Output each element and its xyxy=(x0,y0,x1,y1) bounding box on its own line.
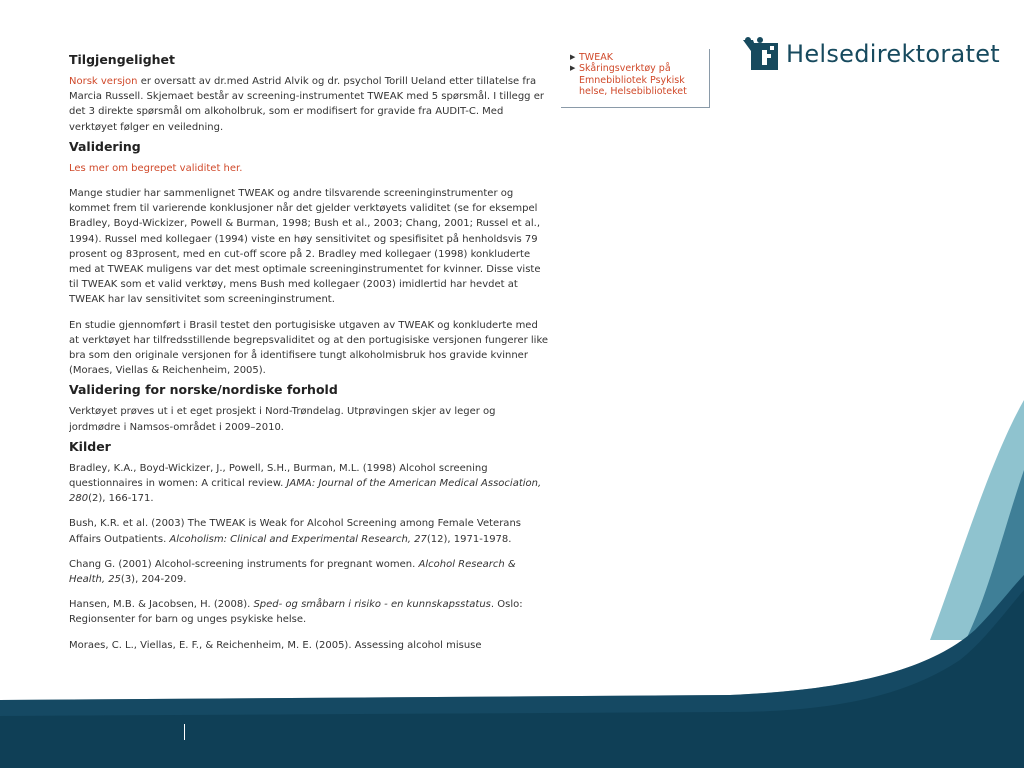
reference-text: Moraes, C. L., Viellas, E. F., & Reichenheim, M. E. (2005). Assessing alcohol misuse xyxy=(69,639,482,651)
logo-text: Helsedirektoratet xyxy=(786,40,1001,68)
reference-journal: Sped- og småbarn i risiko - en kunnskapsstatus xyxy=(253,599,491,611)
text-cursor xyxy=(184,724,185,740)
reference-text: Hansen, M.B. & Jacobsen, H. (2008). xyxy=(69,599,254,611)
paragraph-validitet-link xyxy=(69,161,549,176)
heading-kilder: Kilder xyxy=(69,438,111,454)
paragraph-tilgjengelighet xyxy=(69,74,549,135)
related-link-skaringsverktoy[interactable] xyxy=(570,63,709,97)
reference-journal: Alcoholism: Clinical and Experimental Research, 27 xyxy=(169,533,427,545)
heading-tilgjengelighet: Tilgjengelighet xyxy=(69,52,175,67)
heading-nordisk-validering: Validering for norske/nordiske forhold xyxy=(69,382,338,398)
reference-tail: . Oslo: Regionsenter for barn og unges psykiske helse. xyxy=(69,599,523,626)
related-link-label: TWEAK xyxy=(579,52,613,63)
link-validitet[interactable]: Les mer om begrepet validitet her. xyxy=(69,162,243,174)
reference-tail: (3), 204-209. xyxy=(120,574,187,586)
reference-item xyxy=(69,597,549,627)
reference-text: Bush, K.R. et al. (2003) The TWEAK is Weak for Alcohol Screening among Female Veterans Affairs Outpatients. xyxy=(69,518,521,545)
reference-tail: (2), 166-171. xyxy=(88,493,154,505)
reference-item xyxy=(69,557,549,587)
heading-validering: Validering xyxy=(69,138,141,154)
reference-item xyxy=(69,461,549,507)
reference-tail: (12), 1971-1978. xyxy=(426,533,512,545)
paragraph-validering-2: En studie gjennomført i Brasil testet den portugisiske utgaven av TWEAK og konkluderte med at verktøyet har tilfredsstillende begrepsvaliditet og at den portugisiske versjonen fungerer like bra som den originale versjonen for å identifisere tungt alkoholmisbruk hos gravide kvinner (Moraes, Viellas & Reichenheim, 2005). xyxy=(69,319,549,377)
related-link-label: Skåringsverktøy på Emnebibliotek Psykisk helse, Helsebiblioteket xyxy=(579,63,687,98)
reference-journal: Alcohol Research & Health, 25 xyxy=(69,558,516,586)
logo-icon xyxy=(742,37,780,71)
reference-journal: JAMA: Journal of the American Medical Association, 280 xyxy=(69,478,542,505)
paragraph-nordisk: Verktøyet prøves ut i et eget prosjekt i Nord-Trøndelag. Utprøvingen skjer av leger og jordmødre i Namsos-området i 2009–2010. xyxy=(69,406,496,433)
related-link-tweak[interactable] xyxy=(570,52,709,63)
article-content xyxy=(69,52,549,692)
helsedirektoratet-logo[interactable] xyxy=(742,36,1000,72)
reference-item xyxy=(69,516,549,546)
arrow-right-icon: ▶ xyxy=(570,64,576,73)
paragraph-validering-1: Mange studier har sammenlignet TWEAK og andre tilsvarende screeninginstrumenter og kommet frem til varierende konklusjoner når det gjelder verktøyets validitet (se for eksempel Bradley, Boyd-Wickizer, Powell & Burman, 1998; Bush et al., 2003; Chang, 2001; Russel et al., 1994). Russel med kollegaer (1994) viste en høy sensitivitet og spesifisitet på henholdsvis 79 prosent og 83prosent, med en cut-off score på 2. Bradley med kollegaer (1998) konkluderte med at TWEAK muligens var det mest optimale screeninginstrumentet for kvinner. Disse viste til TWEAK som et valid verktøy, mens Bush med kollegaer (2003) imidlertid har hevdet at TWEAK har lav sensitivitet som screeninginstrument. xyxy=(69,188,541,306)
reference-item xyxy=(69,638,549,653)
reference-text: Bradley, K.A., Boyd-Wickizer, J., Powell, S.H., Burman, M.L. (1998) Alcohol screening questionnaires in women: A critical review. xyxy=(69,462,488,490)
related-links-box xyxy=(561,49,710,108)
arrow-right-icon: ▶ xyxy=(570,53,576,61)
reference-text: Chang G. (2001) Alcohol-screening instruments for pregnant women. xyxy=(69,558,419,570)
tilgjengelighet-text: er oversatt av dr.med Astrid Alvik og dr. psychol Torill Ueland etter tillatelse fra Marcia Russell. Skjemaet består av screening-instrumentet TWEAK med 5 spørsmål. I tillegg er det 3 direkte spørsmål om alkoholbruk, som er modifisert for gravide fra AUDIT-C. Med verktøyet følger en veiledning. xyxy=(69,76,544,133)
link-norsk-versjon[interactable]: Norsk versjon xyxy=(69,76,138,87)
